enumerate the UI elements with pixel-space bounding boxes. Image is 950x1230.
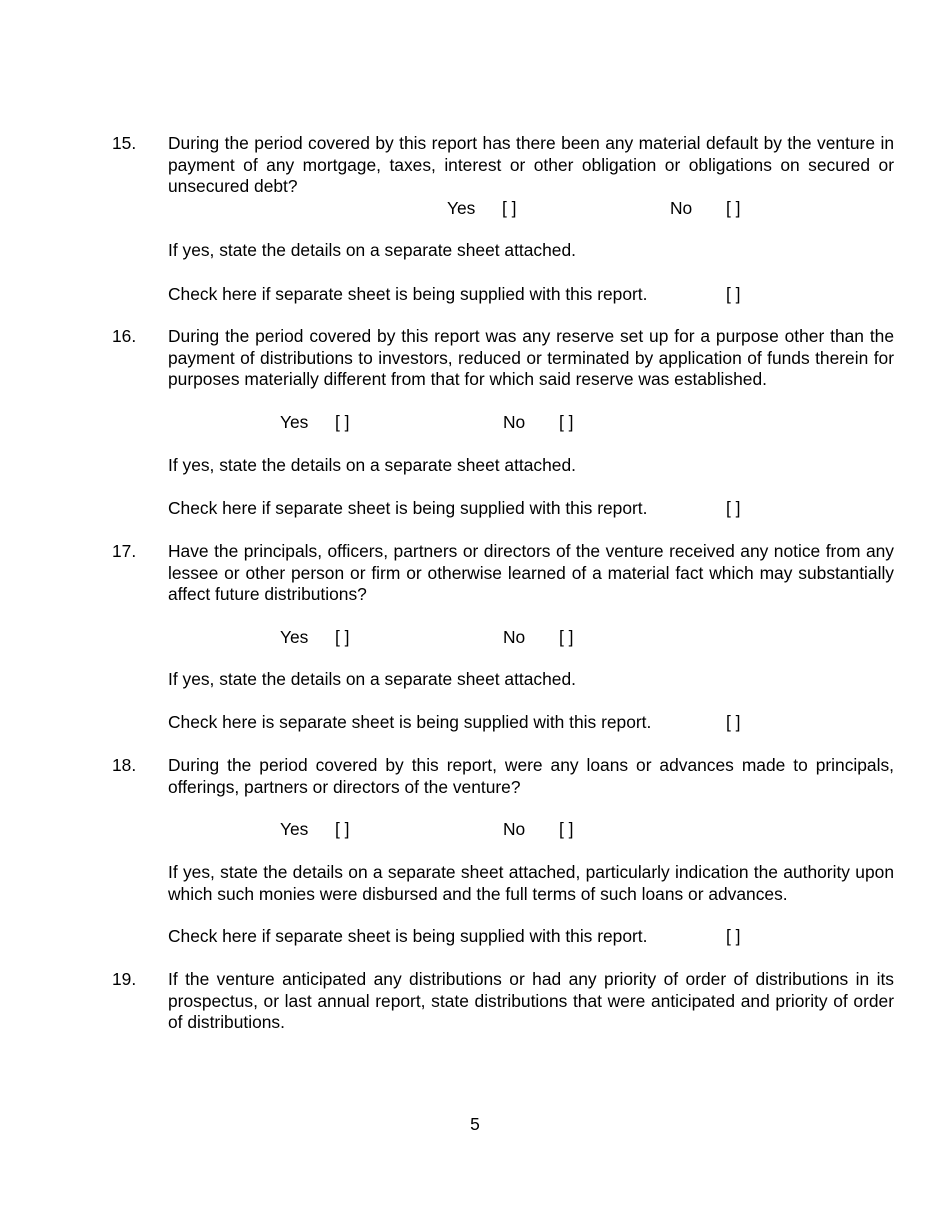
yes-label: Yes <box>447 198 476 218</box>
details-instruction: If yes, state the details on a separate sheet attached. <box>168 455 576 475</box>
no-label: No <box>503 412 526 432</box>
details-instruction: If yes, state the details on a separate sheet attached. <box>168 240 576 260</box>
no-checkbox[interactable]: [ ] <box>559 819 574 839</box>
question-number: 16. <box>112 326 137 346</box>
separate-sheet-instruction: Check here is separate sheet is being supplied with this report. <box>168 712 652 732</box>
yes-checkbox[interactable]: [ ] <box>502 198 517 218</box>
separate-sheet-checkbox[interactable]: [ ] <box>726 926 741 946</box>
question-number: 17. <box>112 541 137 561</box>
yes-label: Yes <box>280 819 309 839</box>
question-text: During the period covered by this report, were any loans or advances made to principals, offerings, partners or directors of the venture? <box>168 755 894 797</box>
yes-label: Yes <box>280 627 309 647</box>
no-label: No <box>503 627 526 647</box>
details-instruction: If yes, state the details on a separate sheet attached. <box>168 669 576 689</box>
yes-checkbox[interactable]: [ ] <box>335 627 350 647</box>
separate-sheet-instruction: Check here if separate sheet is being supplied with this report. <box>168 284 648 304</box>
yes-checkbox[interactable]: [ ] <box>335 412 350 432</box>
no-checkbox[interactable]: [ ] <box>726 198 741 218</box>
separate-sheet-checkbox[interactable]: [ ] <box>726 498 741 518</box>
no-checkbox[interactable]: [ ] <box>559 412 574 432</box>
no-label: No <box>670 198 693 218</box>
separate-sheet-checkbox[interactable]: [ ] <box>726 284 741 304</box>
question-text: Have the principals, officers, partners or directors of the venture received any notice from any lessee or other person or firm or otherwise learned of a material fact which may substantially affect future distributions? <box>168 541 894 604</box>
no-label: No <box>503 819 526 839</box>
question-text: During the period covered by this report was any reserve set up for a purpose other than the payment of distributions to investors, reduced or terminated by application of funds therein for purposes materially different from that for which said reserve was established. <box>168 326 894 389</box>
question-number: 19. <box>112 969 137 989</box>
question-text: During the period covered by this report has there been any material default by the venture in payment of any mortgage, taxes, interest or other obligation or obligations on secured or unsecured debt? <box>168 133 894 196</box>
separate-sheet-instruction: Check here if separate sheet is being supplied with this report. <box>168 926 648 946</box>
details-instruction: If yes, state the details on a separate sheet attached, particularly indication the authority upon which such monies were disbursed and the full terms of such loans or advances. <box>168 862 894 904</box>
question-number: 18. <box>112 755 137 775</box>
separate-sheet-instruction: Check here if separate sheet is being supplied with this report. <box>168 498 648 518</box>
separate-sheet-checkbox[interactable]: [ ] <box>726 712 741 732</box>
yes-label: Yes <box>280 412 309 432</box>
page-number: 5 <box>470 1114 480 1134</box>
question-number: 15. <box>112 133 137 153</box>
question-text: If the venture anticipated any distributions or had any priority of order of distributions in its prospectus, or last annual report, state distributions that were anticipated and priority of order of distributions. <box>168 969 894 1032</box>
no-checkbox[interactable]: [ ] <box>559 627 574 647</box>
yes-checkbox[interactable]: [ ] <box>335 819 350 839</box>
